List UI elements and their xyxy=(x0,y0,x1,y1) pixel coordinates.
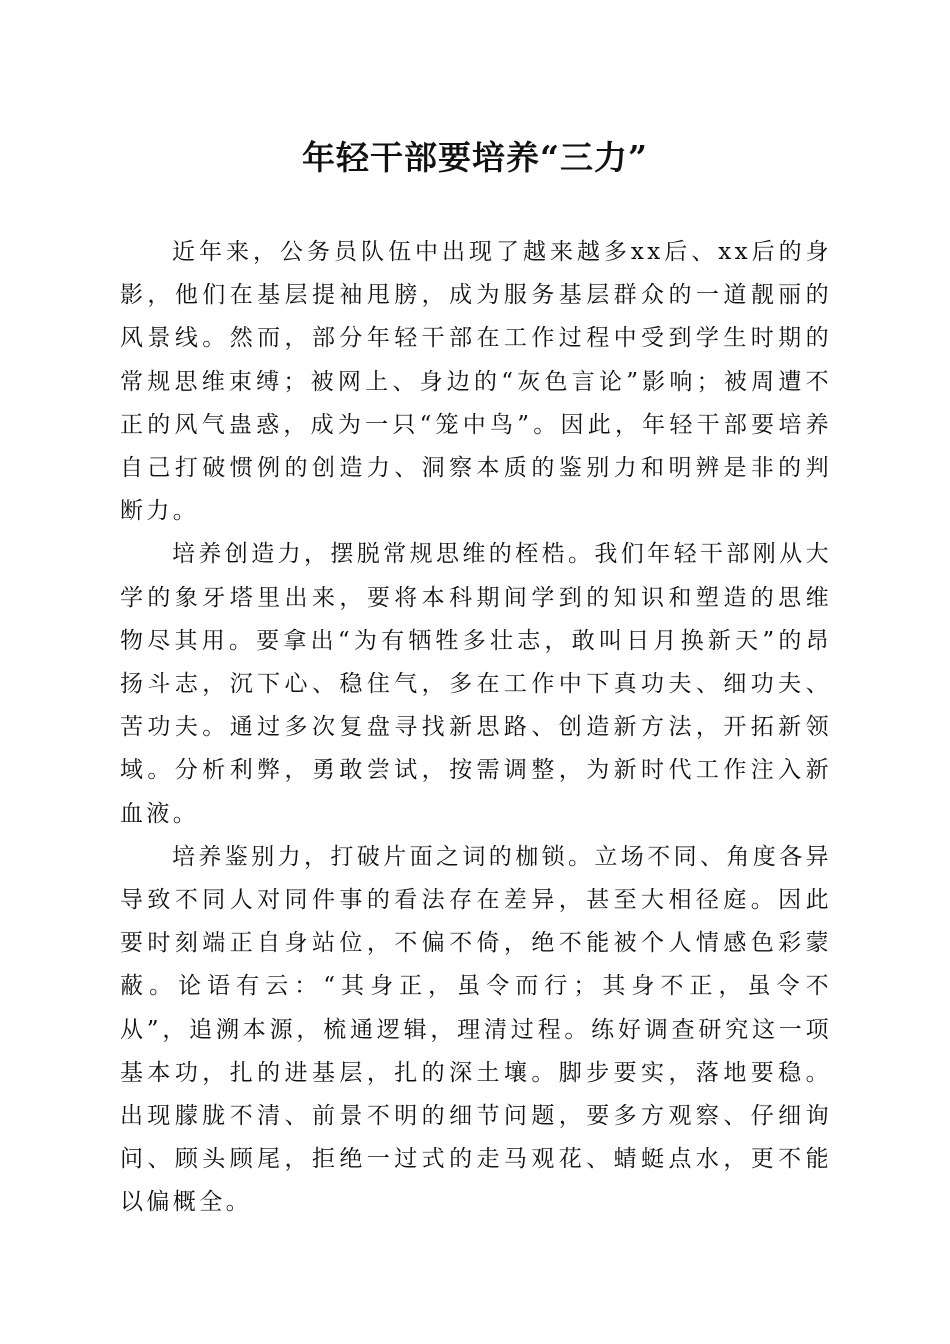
paragraph-introduction: 近年来，公务员队伍中出现了越来越多xx后、xx后的身影，他们在基层提袖甩膀，成为服务基层群众的一道靓丽的风景线。然而，部分年轻干部在工作过程中受到学生时期的常规思维束缚；被网上、身边的“灰色言论”影响；被周遭不正的风气蛊惑，成为一只“笼中鸟”。因此，年轻干部要培养自己打破惯例的创造力、洞察本质的鉴别力和明辨是非的判断力。 xyxy=(120,239,832,525)
paragraph-creativity: 培养创造力，摆脱常规思维的桎梏。我们年轻干部刚从大学的象牙塔里出来，要将本科期间学到的知识和塑造的思维物尽其用。要拿出“为有牺牲多壮志，敢叫日月换新天”的昂扬斗志，沉下心、稳住气，多在工作中下真功夫、细功夫、苦功夫。通过多次复盘寻找新思路、创造新方法，开拓新领域。分析利弊，勇敢尝试，按需调整，为新时代工作注入新血液。 xyxy=(120,541,832,827)
document-body xyxy=(120,231,832,1225)
paragraph-discernment: 培养鉴别力，打破片面之词的枷锁。立场不同、角度各异导致不同人对同件事的看法存在差异，甚至大相径庭。因此要时刻端正自身站位，不偏不倚，绝不能被个人情感色彩蒙蔽。论语有云：“其身正，虽令而行；其身不正，虽令不从”，追溯本源，梳通逻辑，理清过程。练好调查研究这一项基本功，扎的进基层，扎的深土壤。脚步要实，落地要稳。出现朦胧不清、前景不明的细节问题，要多方观察、仔细询问、顾头顾尾，拒绝一过式的走马观花、蜻蜓点水，更不能以偏概全。 xyxy=(120,843,832,1216)
document-title: 年轻干部要培养“三力” xyxy=(302,138,648,177)
